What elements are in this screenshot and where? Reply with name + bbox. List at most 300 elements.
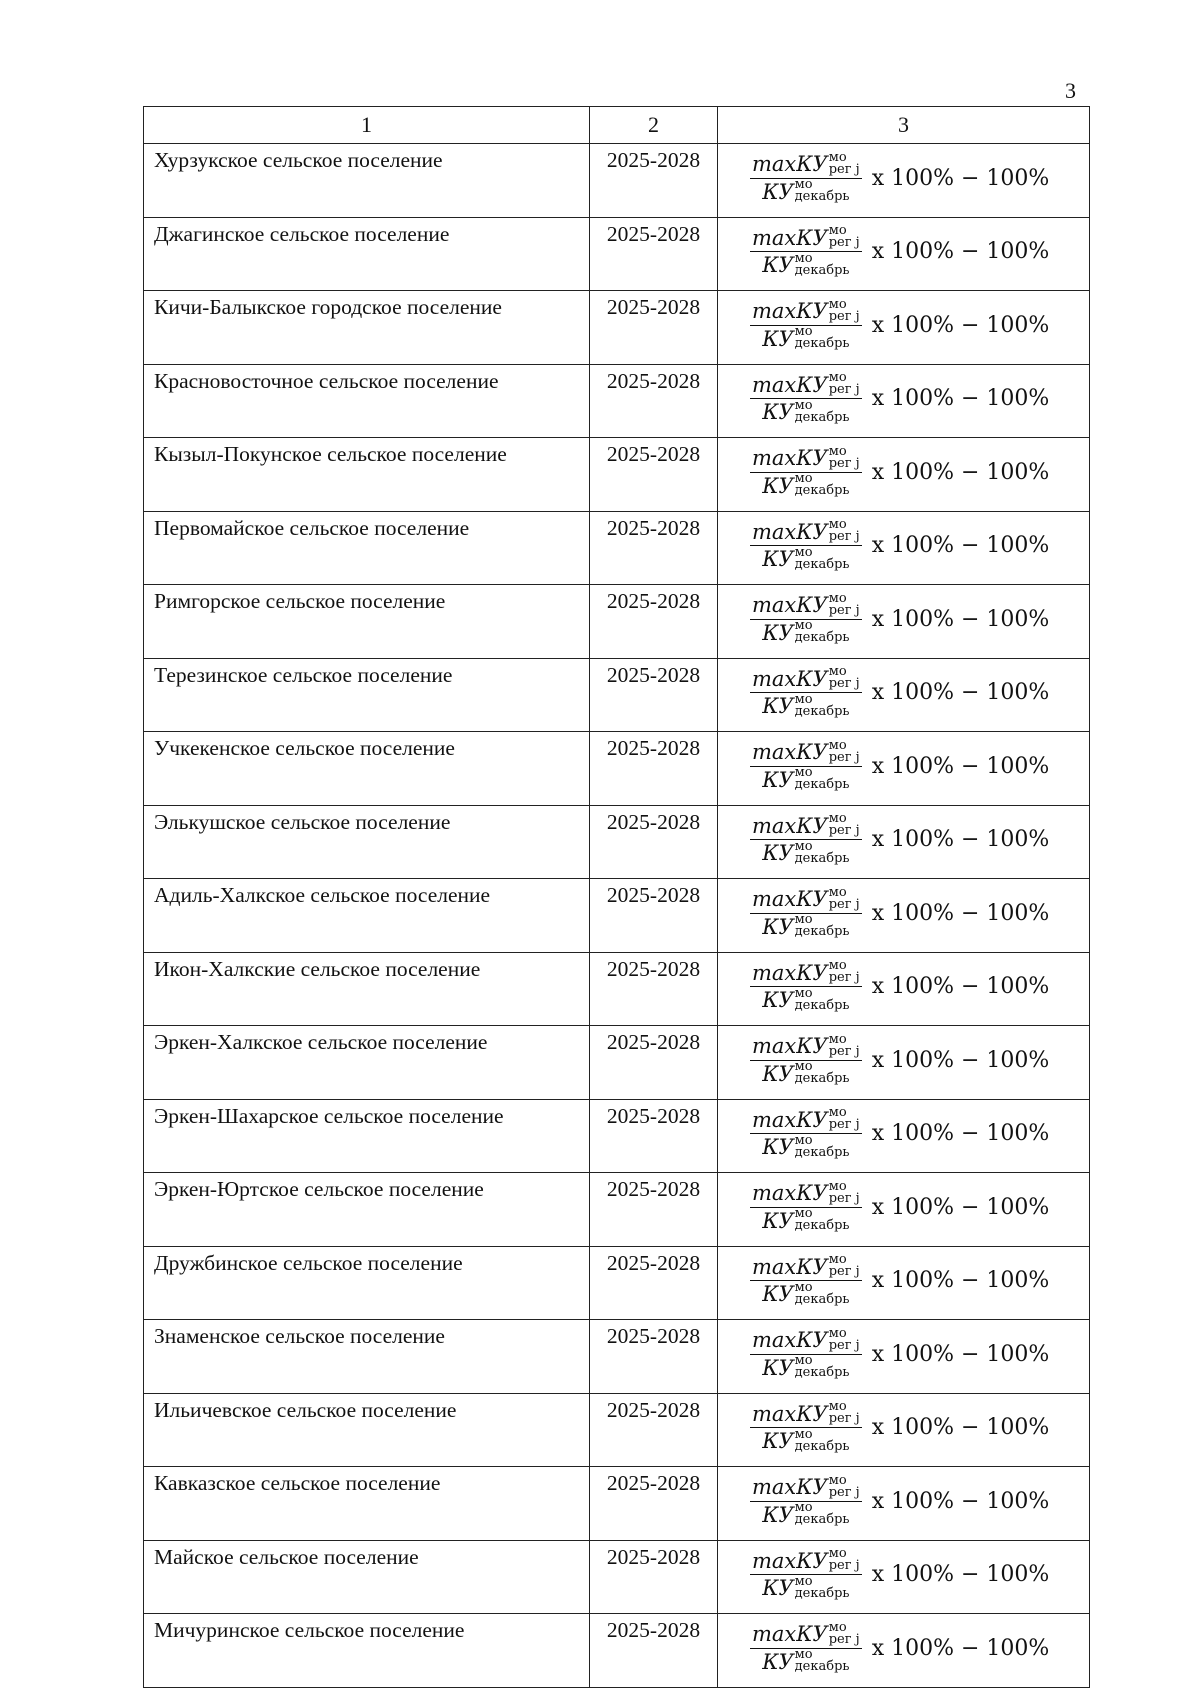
formula-numerator [750,1474,862,1502]
formula-numerator [750,1548,862,1576]
formula-den-sub: декабрь [794,1291,850,1307]
formula-den-sup: мо [794,397,813,413]
formula-num-main: maxКУ [752,1254,828,1279]
formula-tail: х 100% − 100% [871,900,1050,926]
formula-numerator [750,519,862,547]
formula-numerator [750,1401,862,1429]
formula-den-sub: декабрь [794,1218,850,1233]
formula-denominator [760,179,851,206]
settlement-name: Адиль-Халкское сельское поселение [144,879,590,953]
formula-num-sub: рег j [828,455,860,471]
formula-numerator [750,592,862,620]
formula-den-main: КУ [762,767,794,792]
formula-num-sup: мо [828,1472,847,1488]
table-row [144,144,1090,218]
formula-num-sup: мо [828,884,847,900]
formula-den-main: КУ [762,547,794,571]
formula-fraction [750,886,862,940]
formula-num-main: maxКУ [752,1328,828,1352]
formula-denominator [760,1061,851,1088]
period-cell: 2025-2028 [590,585,718,659]
settlement-name: Кичи-Балыкское городское поселение [144,291,590,365]
formula [750,734,1049,798]
formula-cell [718,1393,1090,1467]
formula-den-sub: декабрь [794,1438,850,1454]
formula-tail: х 100% − 100% [871,680,1050,705]
formula-num-sub: рег j [828,1484,860,1500]
settlement-name: Майское сельское поселение [144,1540,590,1614]
settlement-name: Эркен-Шахарское сельское поселение [144,1099,590,1173]
period-cell: 2025-2028 [590,438,718,512]
formula [750,1616,1049,1680]
formula-den-main: КУ [762,914,794,939]
formula-den-sub: декабрь [794,777,850,792]
table-row [144,658,1090,732]
formula-den-sup: мо [794,618,813,633]
formula-fraction [750,1401,862,1455]
table-row [144,879,1090,953]
formula-cell [718,805,1090,879]
formula-den-sup: мо [794,1500,813,1515]
formula-num-main: maxКУ [752,372,828,397]
formula-den-sub: декабрь [794,1365,850,1380]
formula-num-sup: мо [828,1031,847,1047]
formula [750,367,1049,431]
formula [750,881,1049,945]
formula-num-main: maxКУ [752,813,828,838]
formula-num-sup: мо [828,664,847,679]
formula-num-sup: мо [828,1546,847,1561]
formula-num-sup: мо [828,1399,847,1414]
formula-numerator [750,225,862,253]
formula [750,440,1049,504]
formula [750,146,1049,210]
formula-den-sup: мо [794,912,813,927]
formula-den-sup: мо [794,838,813,854]
formula-den-sup: мо [794,1279,813,1295]
formula-den-main: КУ [762,1135,794,1159]
formula [750,587,1049,651]
formula-den-main: КУ [762,1429,794,1453]
formula-num-main: maxКУ [752,225,828,250]
formula-num-sup: мо [828,517,847,532]
formula-cell [718,585,1090,659]
formula-den-main: КУ [762,1282,794,1306]
formula-tail: х 100% − 100% [871,165,1050,191]
table-row [144,1320,1090,1394]
formula-cell [718,952,1090,1026]
formula-numerator [750,960,862,988]
formula-num-main: maxКУ [752,1107,828,1132]
formula-num-sub: рег j [828,1631,860,1647]
header-row [144,107,1090,144]
formula [750,808,1049,872]
formula-fraction [750,666,862,720]
formula-den-main: КУ [762,253,794,277]
formula-denominator [760,399,851,426]
formula-denominator [760,252,851,279]
period-cell: 2025-2028 [590,1026,718,1100]
formula-den-sup: мо [794,1206,813,1221]
formula-numerator [750,1327,862,1355]
formula-cell [718,438,1090,512]
formula-num-sub: рег j [828,235,860,250]
formula-den-main: КУ [762,841,794,865]
formula-den-sup: мо [794,1647,813,1662]
settlement-name: Кавказское сельское поселение [144,1467,590,1541]
formula-fraction [750,813,862,867]
settlement-name: Элькушское сельское поселение [144,805,590,879]
formula-num-sup: мо [828,443,847,459]
formula-denominator [760,1428,851,1455]
table-row [144,291,1090,365]
settlement-name: Учкекенское сельское поселение [144,732,590,806]
formula-den-main: КУ [762,1208,794,1233]
settlement-name: Знаменское сельское поселение [144,1320,590,1394]
settlement-name: Терезинское сельское поселение [144,658,590,732]
formula-den-main: КУ [762,620,794,645]
formula-cell [718,511,1090,585]
formula [750,1249,1049,1313]
formula-cell [718,879,1090,953]
formula-den-sup: мо [794,177,813,192]
settlement-name: Красновосточное сельское поселение [144,364,590,438]
formula-fraction [750,1107,862,1161]
formula-denominator [760,914,851,941]
formula-cell [718,144,1090,218]
formula-fraction [750,225,862,279]
settlement-name: Эркен-Халкское сельское поселение [144,1026,590,1100]
formula-den-main: КУ [762,1502,794,1527]
formula [750,1543,1049,1607]
formula-den-sub: декабрь [794,1071,850,1086]
formula-den-sup: мо [794,1426,813,1442]
formula [750,1322,1049,1386]
formula-den-sup: мо [794,1353,813,1368]
formula-numerator [750,1107,862,1135]
formula-den-sub: декабрь [794,850,850,866]
settlement-name: Римгорское сельское поселение [144,585,590,659]
formula-num-sub: рег j [828,749,860,765]
table-row [144,1026,1090,1100]
formula-num-main: maxКУ [752,960,828,985]
formula-den-sub: декабрь [794,409,850,425]
formula-cell [718,364,1090,438]
formula-tail: х 100% − 100% [871,1562,1050,1587]
formula-den-main: КУ [762,694,794,718]
formula-fraction [750,1033,862,1087]
header-col-2: 2 [590,107,718,144]
formula-numerator [750,445,862,473]
formula-num-main: maxКУ [752,1181,828,1205]
table-row [144,1614,1090,1688]
period-cell: 2025-2028 [590,952,718,1026]
formula-num-sub: рег j [828,602,860,618]
table-row [144,1393,1090,1467]
page-number: 3 [1065,78,1076,103]
formula-num-sub: рег j [828,896,860,912]
formula-cell [718,291,1090,365]
formula-fraction [750,372,862,426]
formula-denominator [760,840,851,867]
formula [750,1396,1049,1460]
formula-den-sup: мо [794,544,813,560]
period-cell: 2025-2028 [590,1246,718,1320]
formula-numerator [750,1621,862,1649]
formula-num-sub: рег j [828,1117,860,1132]
formula-num-sub: рег j [828,1190,860,1206]
formula-tail: х 100% − 100% [871,606,1050,632]
period-cell: 2025-2028 [590,1467,718,1541]
formula-den-main: КУ [762,1649,794,1674]
formula-denominator [760,1649,851,1676]
formula-fraction [750,445,862,499]
formula-num-sub: рег j [828,1264,860,1279]
period-cell: 2025-2028 [590,1099,718,1173]
formula-cell [718,1246,1090,1320]
formula-fraction [750,592,862,646]
formula-den-main: КУ [762,1355,794,1380]
settlement-name: Икон-Халкские сельское поселение [144,952,590,1026]
formula-cell [718,1099,1090,1173]
period-cell: 2025-2028 [590,217,718,291]
table-row [144,732,1090,806]
period-cell: 2025-2028 [590,1393,718,1467]
formula [750,293,1049,357]
formula-denominator [760,546,851,573]
formula-tail: х 100% − 100% [871,974,1050,999]
formula-num-sup: мо [828,590,847,606]
formula-den-main: КУ [762,326,794,351]
period-cell: 2025-2028 [590,364,718,438]
formula-cell [718,1026,1090,1100]
formula-cell [718,658,1090,732]
table-row [144,438,1090,512]
formula [750,1175,1049,1239]
formula-fraction [750,739,862,793]
formula-tail: х 100% − 100% [871,1194,1050,1220]
settlement-name: Хурзукское сельское поселение [144,144,590,218]
formula-fraction [750,1180,862,1234]
formula-num-sup: мо [828,1619,847,1635]
formula-num-sup: мо [828,1178,847,1194]
formula-numerator [750,298,862,326]
formula-numerator [750,666,862,694]
formula-num-sup: мо [828,1252,847,1267]
formula-tail: х 100% − 100% [871,459,1050,485]
formula-num-main: maxКУ [752,152,828,176]
formula-num-main: maxКУ [752,446,828,470]
formula-num-main: maxКУ [752,1475,828,1499]
formula-num-sup: мо [828,296,847,312]
formula-den-sup: мо [794,324,813,339]
formula-den-main: КУ [762,473,794,498]
table-row [144,511,1090,585]
formula-numerator [750,813,862,841]
formula-num-sup: мо [828,811,847,826]
formula-numerator [750,886,862,914]
formula-num-sup: мо [828,737,847,753]
formula-tail: х 100% − 100% [871,1635,1050,1661]
formula-denominator [760,1575,851,1602]
period-cell: 2025-2028 [590,1614,718,1688]
table-row [144,585,1090,659]
period-cell: 2025-2028 [590,658,718,732]
formula-den-sub: декабрь [794,336,850,351]
formula-num-sub: рег j [828,970,860,985]
formula-cell [718,1173,1090,1247]
period-cell: 2025-2028 [590,1540,718,1614]
formula-den-sub: декабрь [794,924,850,939]
formula-den-sub: декабрь [794,703,850,719]
table-row [144,217,1090,291]
formula-cell [718,1467,1090,1541]
table-row [144,805,1090,879]
formula-den-sub: декабрь [794,262,850,278]
table-row [144,364,1090,438]
formula-numerator [750,1033,862,1061]
formula-den-sup: мо [794,471,813,486]
table-row [144,1540,1090,1614]
formula-num-main: maxКУ [752,1401,828,1426]
formula-denominator [760,1134,851,1161]
formula [750,1469,1049,1533]
formula-denominator [760,987,851,1014]
formula-num-sup: мо [828,1325,847,1341]
formula-den-sup: мо [794,250,813,266]
formula-num-sub: рег j [828,382,860,397]
formula-cell [718,217,1090,291]
formula [750,955,1049,1019]
formula-fraction [750,519,862,573]
formula-cell [718,732,1090,806]
formula-tail: х 100% − 100% [871,827,1050,852]
formula-num-sub: рег j [828,676,860,691]
formula [750,661,1049,725]
formula [750,1102,1049,1166]
formula-den-main: КУ [762,179,794,204]
formula-tail: х 100% − 100% [871,386,1050,411]
formula-denominator [760,693,851,720]
formula-num-main: maxКУ [752,740,828,764]
formula-denominator [760,1502,851,1529]
formula-num-sub: рег j [828,823,860,838]
period-cell: 2025-2028 [590,1173,718,1247]
formula-num-main: maxКУ [752,1034,828,1058]
formula-tail: х 100% − 100% [871,1047,1050,1073]
period-cell: 2025-2028 [590,1320,718,1394]
period-cell: 2025-2028 [590,879,718,953]
formula-fraction [750,1474,862,1528]
formula [750,220,1049,284]
formula-numerator [750,1180,862,1208]
formula-fraction [750,151,862,205]
formula-tail: х 100% − 100% [871,1341,1050,1367]
formula-num-main: maxКУ [752,299,828,323]
formula-den-main: КУ [762,988,794,1012]
period-cell: 2025-2028 [590,732,718,806]
formula [750,514,1049,578]
formula-den-main: КУ [762,400,794,424]
formula-tail: х 100% − 100% [871,1121,1050,1146]
table-header [144,107,1090,144]
formula-num-main: maxКУ [752,593,828,617]
formula-den-sup: мо [794,985,813,1001]
formula-den-sub: декабрь [794,189,850,204]
formula-numerator [750,372,862,400]
formula-den-sub: декабрь [794,630,850,645]
formula-denominator [760,620,851,647]
formula-numerator [750,739,862,767]
settlement-name: Эркен-Юртское сельское поселение [144,1173,590,1247]
formula-num-sup: мо [828,223,847,238]
table-row [144,1173,1090,1247]
table-row [144,1467,1090,1541]
table-body [144,144,1090,1688]
formula-den-sup: мо [794,1059,813,1074]
formula-numerator [750,1254,862,1282]
formula-den-main: КУ [762,1061,794,1086]
formula-num-sup: мо [828,958,847,973]
formula-tail: х 100% − 100% [871,1488,1050,1514]
settlement-name: Первомайское сельское поселение [144,511,590,585]
formula-fraction [750,298,862,352]
table-row [144,1099,1090,1173]
formula-tail: х 100% − 100% [871,533,1050,558]
formula-num-sub: рег j [828,1558,860,1573]
table-row [144,1246,1090,1320]
formula-fraction [750,1254,862,1308]
formula-numerator [750,151,862,179]
formula-tail: х 100% − 100% [871,312,1050,338]
formula-num-sup: мо [828,370,847,385]
formula-denominator [760,473,851,500]
settlement-name: Кызыл-Покунское сельское поселение [144,438,590,512]
formula-denominator [760,1208,851,1235]
formula-den-sub: декабрь [794,483,850,498]
formula-tail: х 100% − 100% [871,239,1050,264]
formula-num-main: maxКУ [752,1548,828,1573]
formula-tail: х 100% − 100% [871,1415,1050,1440]
formula-denominator [760,1355,851,1382]
formula-tail: х 100% − 100% [871,1268,1050,1293]
formula-num-sub: рег j [828,308,860,324]
settlement-name: Дружбинское сельское поселение [144,1246,590,1320]
settlements-table [143,106,1090,1688]
settlement-name: Мичуринское сельское поселение [144,1614,590,1688]
formula-den-sub: декабрь [794,1659,850,1674]
header-col-1: 1 [144,107,590,144]
formula-den-sup: мо [794,1573,813,1589]
period-cell: 2025-2028 [590,511,718,585]
formula-denominator [760,767,851,794]
formula-num-main: maxКУ [752,887,828,911]
formula-fraction [750,1548,862,1602]
formula-denominator [760,1281,851,1308]
formula-fraction [750,1621,862,1675]
formula-num-sub: рег j [828,1411,860,1426]
formula-fraction [750,960,862,1014]
header-col-3: 3 [718,107,1090,144]
formula-num-main: maxКУ [752,666,828,691]
formula-num-sub: рег j [828,161,860,177]
settlement-name: Ильичевское сельское поселение [144,1393,590,1467]
settlement-name: Джагинское сельское поселение [144,217,590,291]
formula-den-sub: декабрь [794,1585,850,1601]
formula-fraction [750,1327,862,1381]
formula-den-sup: мо [794,1132,813,1148]
formula-cell [718,1320,1090,1394]
